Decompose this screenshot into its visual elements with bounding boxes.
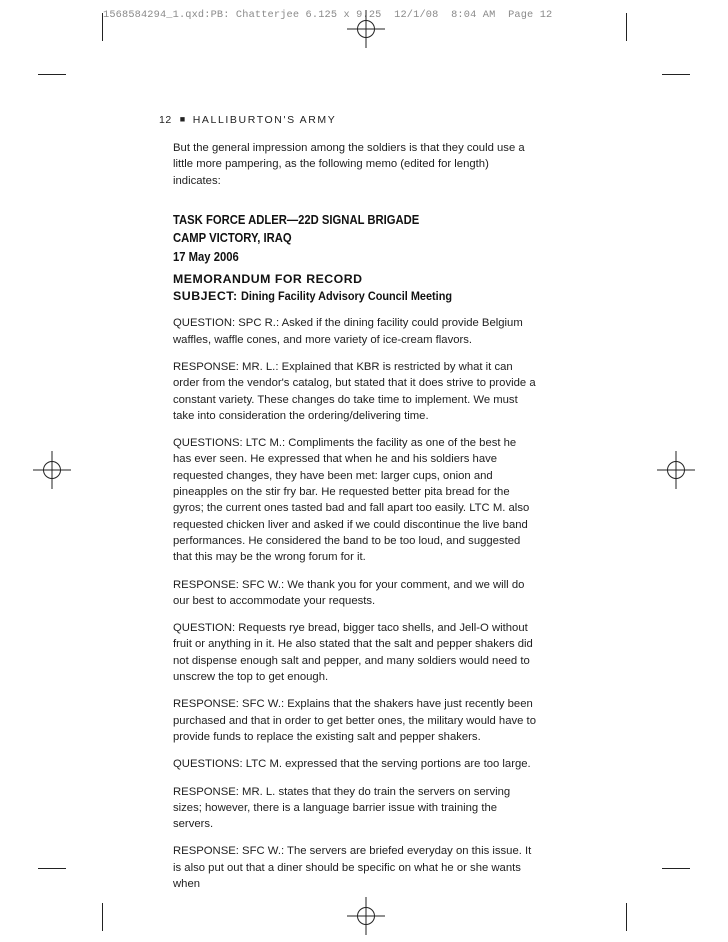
memo-header-line: CAMP VICTORY, IRAQ [173,230,292,246]
memo-paragraph: RESPONSE: MR. L. states that they do train the servers on serving sizes; however, there is a language barrier issue with training the servers. [173,785,511,831]
intro-paragraph: But the general impression among the soldiers is that they could use a little more pampering, as the following memo (edited for length) indicates: [173,142,525,187]
running-head [159,114,336,126]
print-slug-line: 1568584294_1.qxd:PB: Chatterjee 6.125 x 9.25 12/1/08 8:04 AM Page 12 [103,9,553,21]
crop-mark-top-right-horizontal [662,74,690,75]
memo-paragraph: QUESTION: Requests rye bread, bigger taco shells, and Jell-O without fruit or anything in it. He also stated that the salt and pepper shakers did not dispense enough salt and pepper, and many soldiers would need to unscrew the top to get enough. [173,622,533,684]
crop-mark-top-left-vertical [102,13,103,41]
memo-paragraph: RESPONSE: SFC W.: Explains that the shakers have just recently been purchased and that in order to get better ones, the military would have to provide funds to replace the existing salt and pepper shakers. [173,698,536,743]
crop-mark-top-left-horizontal [38,74,66,75]
subject-label: SUBJECT: [173,289,238,304]
memo-paragraph: RESPONSE: SFC W.: The servers are briefed everyday on this issue. It is also put out that a diner should be specific on what he or she wants when [173,845,532,890]
memo-header-date: 17 May 2006 [173,248,239,264]
registration-mark-left-icon [33,451,71,489]
memo-paragraph: RESPONSE: MR. L.: Explained that KBR is restricted by what it can order from the vendor's catalog, but stated that it does strive to provide a constant variety. These changes do take time to implement. We must take into consideration the ordering/delivering time. [173,360,536,422]
separator-square-icon: ■ [179,114,187,124]
memo-for-record-heading: MEMORANDUM FOR RECORD [173,272,363,287]
subject-value: Dining Facility Advisory Council Meeting [241,289,453,304]
crop-mark-bottom-right-vertical [626,903,627,931]
memo-paragraph: QUESTIONS: LTC M.: Compliments the facility as one of the best he has ever seen. He expressed that when he and his soldiers have requested changes, they have been met: larger cups, onion and pineapples on the stir fry bar. He requested better pita bread for the gyros; the current ones tasted bad and fall apart too easily. LTC M. also requested chicken liver and asked if we could discontinue the live band performances. He considered the band to be too loud, and suggested that this may be the wrong forum for it. [173,437,530,564]
registration-mark-top-icon [347,10,385,48]
crop-mark-bottom-left-horizontal [38,868,66,869]
memo-header [173,211,536,267]
page-number: 12 [159,114,172,126]
memo-paragraph: QUESTIONS: LTC M. expressed that the serving portions are too large. [173,758,531,771]
page-body [173,140,536,903]
crop-mark-bottom-left-vertical [102,903,103,931]
memo-subject [173,288,536,305]
memo-paragraph: QUESTION: SPC R.: Asked if the dining facility could provide Belgium waffles, waffle cones, and more variety of ice-cream flavors. [173,317,523,346]
registration-mark-right-icon [657,451,695,489]
crop-mark-bottom-right-horizontal [662,868,690,869]
running-head-title: HALLIBURTON'S ARMY [192,114,337,126]
crop-mark-top-right-vertical [626,13,627,41]
memo-header-line: TASK FORCE ADLER—22D SIGNAL BRIGADE [173,211,420,227]
memo-paragraph: RESPONSE: SFC W.: We thank you for your comment, and we will do our best to accommodate your requests. [173,578,525,607]
